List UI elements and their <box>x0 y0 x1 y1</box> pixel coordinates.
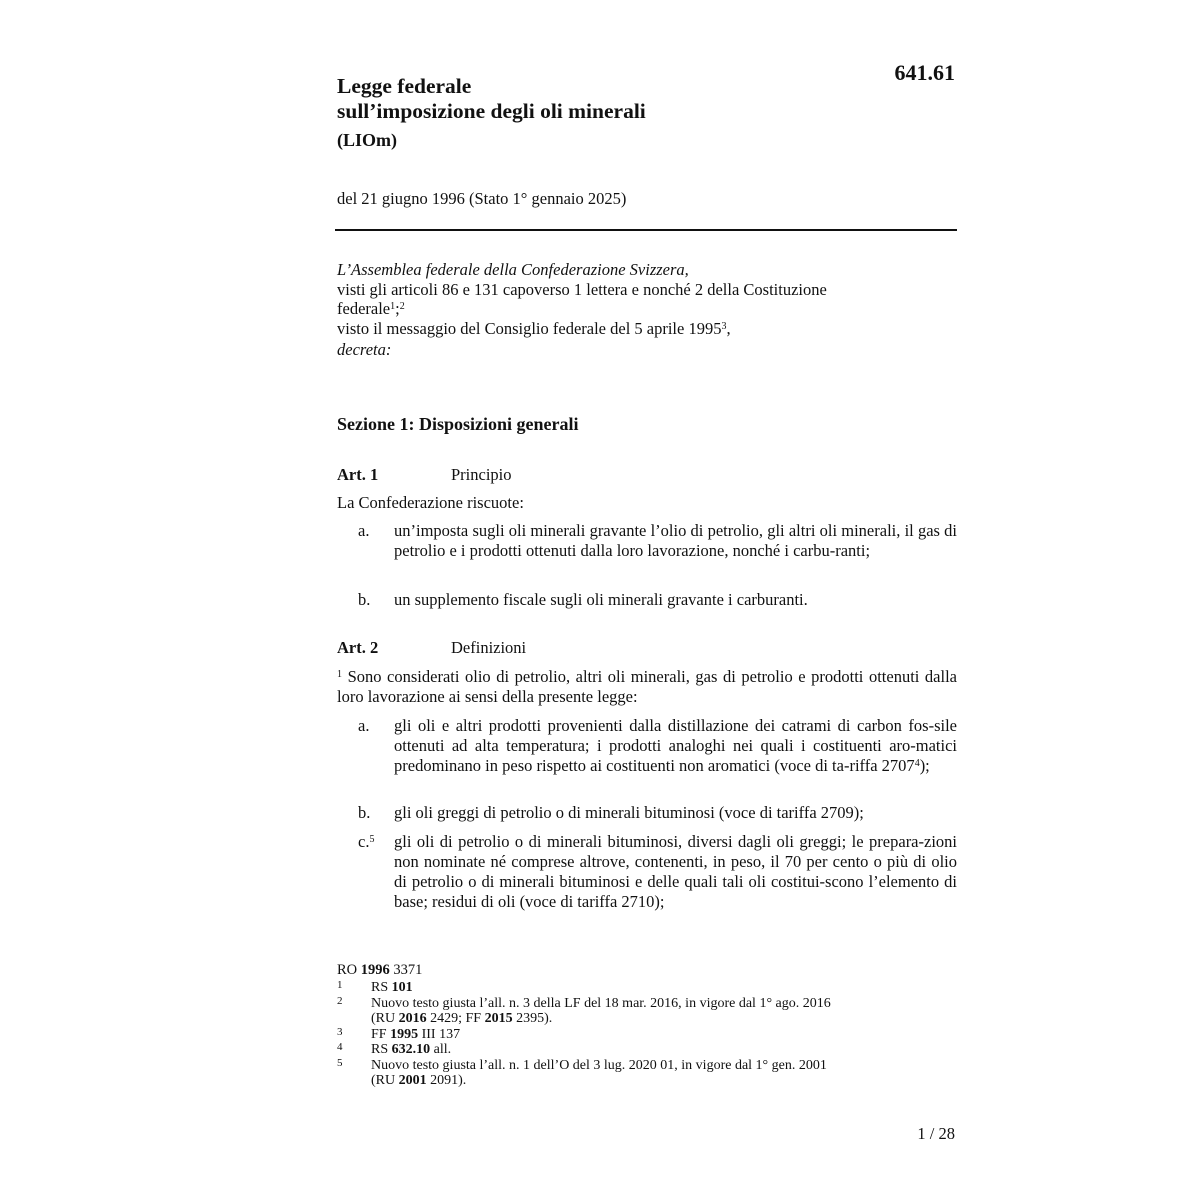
preamble-message: visto il messaggio del Consiglio federale del 5 aprile 1995$^3$, <box>337 319 731 338</box>
art1-intro: La Confederazione riscuote: <box>337 493 524 512</box>
law-abbreviation: (LIOm) <box>337 130 397 150</box>
footnote-4: 4 RS 632.10 all. <box>337 1041 452 1057</box>
art2-title: Definizioni <box>451 638 527 657</box>
art2-paragraph1: $^1$ Sono considerati olio di petrolio, altri oli minerali, gas di petrolio e prodotti ottenuti dalla loro lavorazione ai sensi della presente legge: <box>337 667 957 706</box>
art1-b-text: un supplemento fiscale sugli oli minerali gravante i carburanti. <box>394 590 808 609</box>
header-divider <box>335 229 957 231</box>
art2-b-label: b. <box>358 803 371 822</box>
art1-title: Principio <box>451 465 512 484</box>
law-date: del 21 giugno 1996 (Stato 1° gennaio 2025) <box>337 189 627 208</box>
page-indicator: 1 / 28 <box>917 1124 955 1143</box>
footnote-1: 1 RS 101 <box>337 979 413 995</box>
footnote-3: 3 FF 1995 III 137 <box>337 1025 461 1042</box>
art1-a-text: un’imposta sugli oli minerali gravante l’olio di petrolio, gli altri oli minerali, il gas di petrolio e i prodotti ottenuti dalla loro lavorazione, nonché i carbu-ranti; <box>394 521 957 560</box>
preamble-decreta: decreta: <box>337 340 392 359</box>
art1-number: Art. 1 <box>337 465 379 484</box>
sr-number: 641.61 <box>894 60 955 85</box>
art1-a-label: a. <box>358 521 370 540</box>
preamble <box>337 259 957 360</box>
law-title <box>337 74 646 124</box>
art2-c-label: c.$^5$ <box>358 832 375 851</box>
section-heading: Sezione 1: Disposizioni generali <box>337 414 579 434</box>
law-title-line2: sull’imposizione degli oli minerali <box>337 99 646 123</box>
footnote-2: 2 Nuovo testo giusta l’all. n. 3 della LF del 18 mar. 2016, in vigore dal 1° ago. 2016 (RU 2016 2429; FF 2015 2395). <box>337 994 831 1026</box>
art2-number: Art. 2 <box>337 638 379 657</box>
art2-a-text: gli oli e altri prodotti provenienti dalla distillazione dei catrami di carbon fos-sile ottenuti ad alta temperatura; i prodotti analoghi nei quali i costituenti aro-matici predominano in peso rispetto ai costituenti non aromatici (voce di ta-riffa 2707$^4$); <box>394 716 957 775</box>
law-title-line1: Legge federale <box>337 74 472 98</box>
art2-b-text: gli oli greggi di petrolio o di minerali bituminosi (voce di tariffa 2709); <box>394 803 864 822</box>
preamble-articles: visti gli articoli 86 e 131 capoverso 1 lettera e nonché 2 della Costituzione federale$^1$;$^2$ <box>337 280 827 318</box>
preamble-assembly: L’Assemblea federale della Confederazione Svizzera, <box>337 260 689 279</box>
art2-c-text: gli oli di petrolio o di minerali bituminosi, diversi dagli oli greggi; le prepara-zioni non nominate né comprese altrove, contenenti, in peso, il 70 per cento o più di olio di petrolio o di minerali bituminosi e delle quali tali oli costitui-scono l’elemento di base; residui di oli (voce di tariffa 2710); <box>394 832 957 911</box>
footnotes <box>337 962 937 1089</box>
art1-b-label: b. <box>358 590 371 609</box>
art2-a-label: a. <box>358 716 370 735</box>
footnote-5: 5 Nuovo testo giusta l’all. n. 1 dell’O del 3 lug. 2020 01, in vigore dal 1° gen. 2001 (RU 2001 2091). <box>337 1056 827 1088</box>
footnote-ro: RO 1996 3371 <box>337 962 423 978</box>
